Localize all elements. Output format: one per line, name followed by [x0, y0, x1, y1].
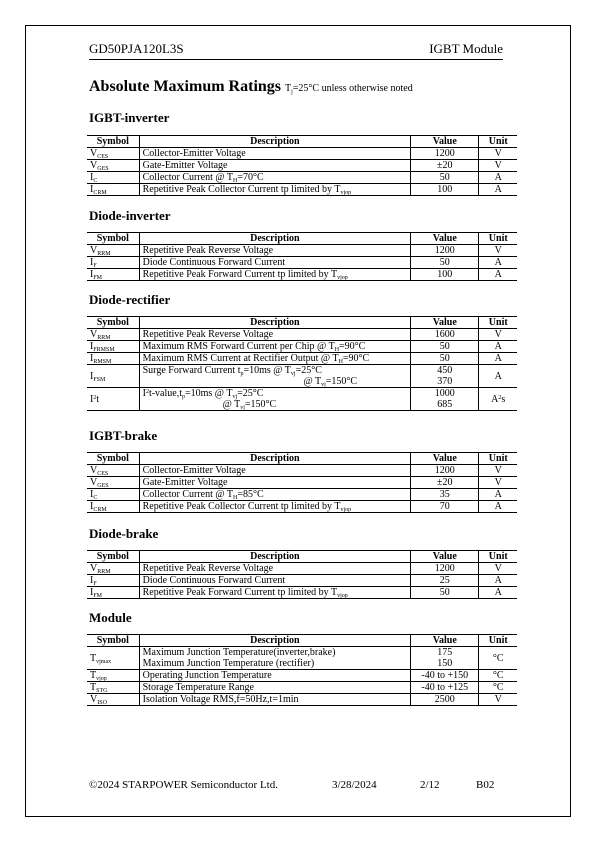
symbol-cell: $V_{ISO}$ [87, 694, 139, 706]
description-cell: Storage Temperature Range [139, 682, 410, 694]
value-cell: 1600 [411, 329, 479, 341]
symbol-cell: $V_{CES}$ [87, 465, 139, 477]
symbol-cell: $I^2t$ [87, 388, 139, 411]
section-diode-inverter: Diode-inverter [89, 208, 171, 223]
module-type: IGBT Module [429, 41, 503, 56]
table-row [87, 269, 517, 281]
symbol-cell: $I_{CRM}$ [87, 184, 139, 196]
section-diode-brake: Diode-brake [89, 526, 159, 541]
footer-page-number: 2/12 [420, 779, 440, 791]
value-cell: ±20 [411, 160, 479, 172]
table-header-row [87, 136, 517, 148]
table-row [87, 257, 517, 269]
table-header-row [87, 317, 517, 329]
table-row [87, 670, 517, 682]
value-cell: -40 to +150 [411, 670, 479, 682]
symbol-cell: $T_{STG}$ [87, 682, 139, 694]
unit-cell: A [479, 587, 517, 599]
unit-cell: A [479, 353, 517, 365]
unit-cell: A [479, 172, 517, 184]
page-header [89, 41, 503, 60]
description-cell: Repetitive Peak Reverse Voltage [139, 329, 410, 341]
symbol-cell: $I_{CRM}$ [87, 501, 139, 513]
symbol-cell: $V_{RRM}$ [87, 563, 139, 575]
section-module: Module [89, 610, 132, 625]
unit-cell: °C [479, 670, 517, 682]
description-cell: Collector Current @ $T_H=85^\circ C$ [139, 489, 410, 501]
page-title [89, 78, 413, 96]
col-description: Description [139, 635, 410, 647]
table-row [87, 184, 517, 196]
table-row [87, 148, 517, 160]
value-cell: 25 [411, 575, 479, 587]
value-cell: 50 [411, 587, 479, 599]
footer-revision: B02 [476, 779, 495, 791]
description-cell: Maximum Junction Temperature(inverter,brake) Maximum Junction Temperature (rectifier) [139, 647, 410, 670]
value-cell: 1200 [411, 245, 479, 257]
unit-cell: °C [479, 647, 517, 670]
description-cell: Maximum RMS Forward Current per Chip @ $T_H=90^\circ C$ [139, 341, 410, 353]
col-value: Value [411, 233, 479, 245]
table-row [87, 647, 517, 670]
col-unit: Unit [479, 453, 517, 465]
unit-cell: V [479, 563, 517, 575]
unit-cell: V [479, 160, 517, 172]
col-description: Description [139, 136, 410, 148]
symbol-cell: $I_C$ [87, 172, 139, 184]
table-row [87, 563, 517, 575]
table-header-row [87, 233, 517, 245]
col-unit: Unit [479, 136, 517, 148]
unit-cell: °C [479, 682, 517, 694]
description-cell: Isolation Voltage RMS,f=50Hz,t=1min [139, 694, 410, 706]
description-cell: Repetitive Peak Reverse Voltage [139, 563, 410, 575]
col-value: Value [411, 136, 479, 148]
col-unit: Unit [479, 233, 517, 245]
description-cell: Repetitive Peak Forward Current tp limited by $T_{vjop}$ [139, 587, 410, 599]
description-cell: Diode Continuous Forward Current [139, 257, 410, 269]
table-header-row [87, 551, 517, 563]
value-cell: 450 370 [411, 365, 479, 388]
table-row [87, 172, 517, 184]
col-value: Value [411, 551, 479, 563]
unit-cell: V [479, 694, 517, 706]
table-row [87, 388, 517, 411]
unit-cell: V [479, 245, 517, 257]
description-cell: $I^2t-value,t_p=10ms$ @ $T_{vj}=25^\circ C$ @ $T_{vj}=150^\circ C$ [139, 388, 410, 411]
description-cell: Maximum RMS Current at Rectifier Output @ $T_H=90^\circ C$ [139, 353, 410, 365]
table-row [87, 245, 517, 257]
description-cell: Repetitive Peak Collector Current tp limited by $T_{vjop}$ [139, 501, 410, 513]
unit-cell: A [479, 341, 517, 353]
value-cell: 50 [411, 353, 479, 365]
col-value: Value [411, 453, 479, 465]
symbol-cell: $I_F$ [87, 575, 139, 587]
col-description: Description [139, 233, 410, 245]
unit-cell: A [479, 269, 517, 281]
description-cell: Gate-Emitter Voltage [139, 477, 410, 489]
section-igbt-inverter: IGBT-inverter [89, 110, 170, 125]
symbol-cell: $I_C$ [87, 489, 139, 501]
table-header-row [87, 635, 517, 647]
symbol-cell: $I_{FSM}$ [87, 365, 139, 388]
symbol-cell: $I_{FM}$ [87, 587, 139, 599]
unit-cell: A [479, 575, 517, 587]
value-cell: 100 [411, 269, 479, 281]
value-cell: 50 [411, 172, 479, 184]
description-cell: Repetitive Peak Forward Current tp limited by $T_{vjop}$ [139, 269, 410, 281]
section-igbt-brake: IGBT-brake [89, 428, 158, 443]
table-row [87, 329, 517, 341]
description-cell: Collector-Emitter Voltage [139, 148, 410, 160]
table-igbt-inverter [87, 135, 517, 196]
symbol-cell: $I_{FRMSM}$ [87, 341, 139, 353]
value-cell: 50 [411, 257, 479, 269]
col-symbol: Symbol [87, 453, 139, 465]
table-igbt-brake [87, 452, 517, 513]
col-value: Value [411, 635, 479, 647]
symbol-cell: $I_{FM}$ [87, 269, 139, 281]
table-row [87, 365, 517, 388]
symbol-cell: $I_F$ [87, 257, 139, 269]
col-description: Description [139, 551, 410, 563]
table-row [87, 341, 517, 353]
table-row [87, 477, 517, 489]
col-symbol: Symbol [87, 551, 139, 563]
table-row [87, 587, 517, 599]
table-diode-brake [87, 550, 517, 599]
unit-cell: A [479, 257, 517, 269]
table-row [87, 465, 517, 477]
unit-cell: A [479, 501, 517, 513]
table-row [87, 694, 517, 706]
table-module [87, 634, 517, 706]
title-note: $T_j=25^\circ C$ unless otherwise noted [285, 83, 413, 95]
description-cell: Gate-Emitter Voltage [139, 160, 410, 172]
unit-cell: V [479, 148, 517, 160]
table-row [87, 501, 517, 513]
symbol-cell: $V_{GES}$ [87, 477, 139, 489]
table-row [87, 353, 517, 365]
unit-cell: A [479, 365, 517, 388]
table-row [87, 682, 517, 694]
col-unit: Unit [479, 635, 517, 647]
footer-date: 3/28/2024 [332, 779, 377, 791]
unit-cell: V [479, 329, 517, 341]
symbol-cell: $T_{vjop}$ [87, 670, 139, 682]
table-header-row [87, 453, 517, 465]
symbol-cell: $I_{RMSM}$ [87, 353, 139, 365]
col-symbol: Symbol [87, 233, 139, 245]
col-description: Description [139, 453, 410, 465]
symbol-cell: $V_{CES}$ [87, 148, 139, 160]
value-cell: 1200 [411, 563, 479, 575]
description-cell: Diode Continuous Forward Current [139, 575, 410, 587]
value-cell: 100 [411, 184, 479, 196]
part-number: GD50PJA120L3S [89, 41, 184, 56]
col-symbol: Symbol [87, 136, 139, 148]
unit-cell: A [479, 184, 517, 196]
unit-cell: V [479, 465, 517, 477]
value-cell: 70 [411, 501, 479, 513]
symbol-cell: $T_{vjmax}$ [87, 647, 139, 670]
unit-cell: $A^2s$ [479, 388, 517, 411]
col-symbol: Symbol [87, 317, 139, 329]
value-cell: 35 [411, 489, 479, 501]
symbol-cell: $V_{RRM}$ [87, 329, 139, 341]
description-cell: Collector-Emitter Voltage [139, 465, 410, 477]
table-row [87, 489, 517, 501]
value-cell: 2500 [411, 694, 479, 706]
footer-copyright: ©2024 STARPOWER Semiconductor Ltd. [89, 779, 278, 791]
value-cell: 175 150 [411, 647, 479, 670]
value-cell: ±20 [411, 477, 479, 489]
table-diode-inverter [87, 232, 517, 281]
value-cell: 1000 685 [411, 388, 479, 411]
col-unit: Unit [479, 317, 517, 329]
value-cell: 50 [411, 341, 479, 353]
symbol-cell: $V_{RRM}$ [87, 245, 139, 257]
table-row [87, 575, 517, 587]
col-description: Description [139, 317, 410, 329]
col-value: Value [411, 317, 479, 329]
table-diode-rectifier [87, 316, 517, 411]
description-cell: Repetitive Peak Collector Current tp limited by $T_{vjop}$ [139, 184, 410, 196]
value-cell: -40 to +125 [411, 682, 479, 694]
symbol-cell: $V_{GES}$ [87, 160, 139, 172]
description-cell: Surge Forward Current $t_p=10ms$ @ $T_{vj}=25^\circ C$ @ $T_{vj}=150^\circ C$ [139, 365, 410, 388]
table-row [87, 160, 517, 172]
section-diode-rectifier: Diode-rectifier [89, 292, 171, 307]
title-main: Absolute Maximum Ratings [89, 78, 282, 95]
unit-cell: V [479, 477, 517, 489]
col-symbol: Symbol [87, 635, 139, 647]
unit-cell: A [479, 489, 517, 501]
description-cell: Repetitive Peak Reverse Voltage [139, 245, 410, 257]
description-cell: Operating Junction Temperature [139, 670, 410, 682]
value-cell: 1200 [411, 465, 479, 477]
col-unit: Unit [479, 551, 517, 563]
value-cell: 1200 [411, 148, 479, 160]
description-cell: Collector Current @ $T_H=70^\circ C$ [139, 172, 410, 184]
